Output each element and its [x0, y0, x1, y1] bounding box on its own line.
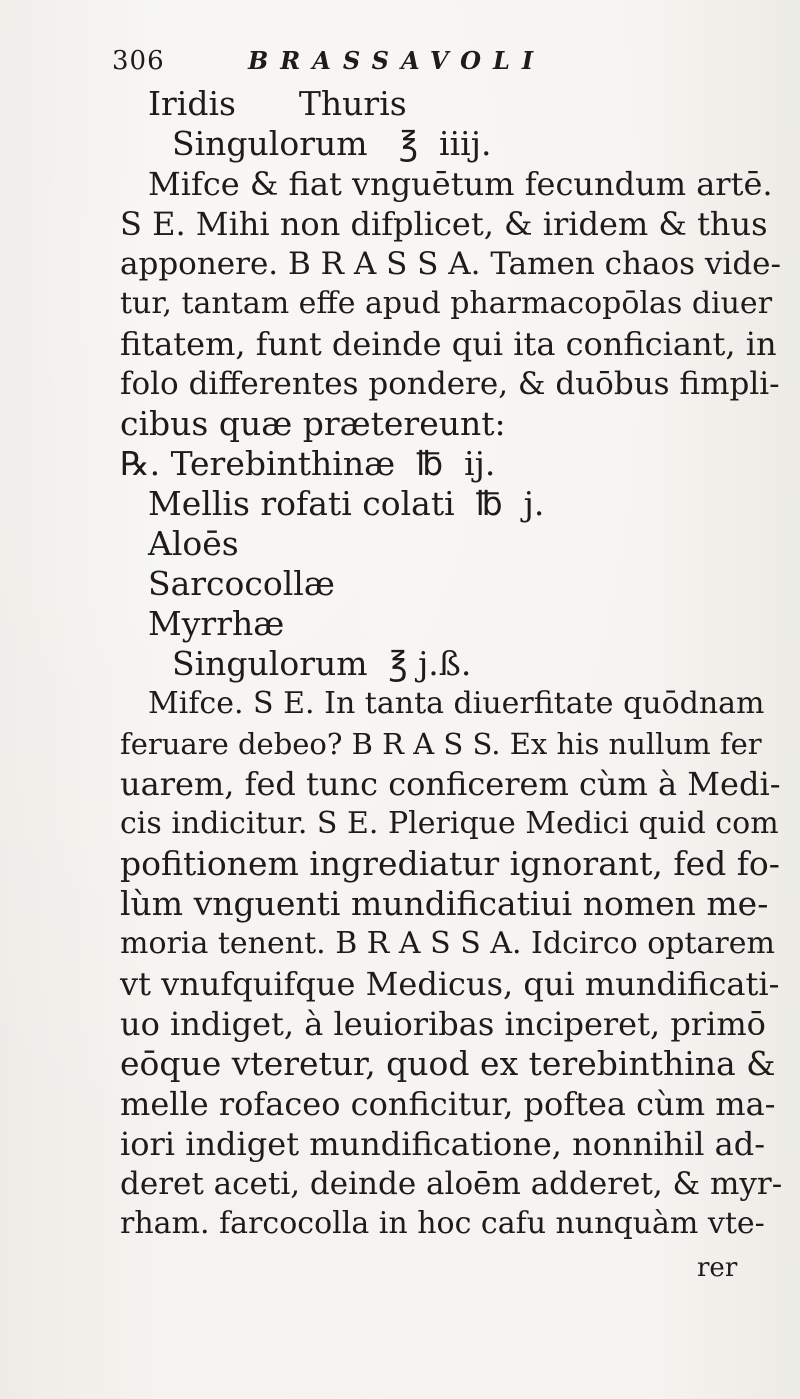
text-line: Singulorum ℥ iiij. — [172, 124, 492, 163]
text-line: Iridis Thuris — [148, 84, 407, 123]
text-line: fitatem, funt deinde qui ita conficiant, in — [120, 325, 777, 363]
text-line: uarem, fed tunc conficerem cùm à Medi- — [120, 765, 781, 803]
text-line: Sarcocollæ — [148, 564, 335, 603]
text-line: pofitionem ingrediatur ignorant, fed fo- — [120, 844, 780, 883]
text-line: cis indicitur. S E. Plerique Medici quid com — [120, 806, 779, 841]
text-line: S E. Mihi non difplicet, & iridem & thus — [120, 205, 768, 243]
text-line: tur, tantam effe apud pharmacopōlas diuer — [120, 286, 773, 321]
text-line: feruare debeo? B R A S S. Ex his nullum fer — [120, 727, 762, 761]
page-number: 306 — [112, 46, 165, 76]
text-line: Myrrhæ — [148, 604, 285, 643]
text-line: cibus quæ prætereunt: — [120, 404, 506, 443]
text-line: rham. farcocolla in hoc cafu nunquàm vte- — [120, 1206, 765, 1241]
catchword: rer — [697, 1253, 738, 1283]
page-header — [112, 46, 732, 86]
text-line: apponere. B R A S S A. Tamen chaos vide- — [120, 246, 782, 282]
text-line: lùm vnguenti mundificatiui nomen me- — [120, 884, 769, 923]
text-line: deret aceti, deinde aloēm adderet, & myr- — [120, 1166, 783, 1202]
text-line: moria tenent. B R A S S A. Idcirco optarem — [120, 926, 775, 961]
text-line: folo differentes pondere, & duōbus fimpli- — [120, 366, 780, 402]
text-line: vt vnufquifque Medicus, qui mundificati- — [120, 965, 780, 1003]
text-line: melle rofaceo conficitur, poftea cùm ma- — [120, 1085, 776, 1123]
text-line: Aloēs — [148, 524, 239, 563]
running-head: BRASSAVOLI — [248, 46, 546, 75]
text-line: Mifce. S E. In tanta diuerfitate quōdnam — [148, 686, 765, 721]
text-line: eōque vteretur, quod ex terebinthina & — [120, 1044, 776, 1083]
text-line: ℞. Terebinthinæ ℔ ij. — [120, 444, 496, 483]
text-line: Mifce & fiat vnguētum fecundum artē. — [148, 165, 773, 203]
text-line: uo indiget, à leuioribas inciperet, primō — [120, 1005, 766, 1043]
text-line: Singulorum ℥ j.ß. — [172, 644, 472, 683]
text-line: Mellis rofati colati ℔ j. — [148, 484, 545, 523]
text-line: iori indiget mundificatione, nonnihil ad- — [120, 1125, 766, 1163]
